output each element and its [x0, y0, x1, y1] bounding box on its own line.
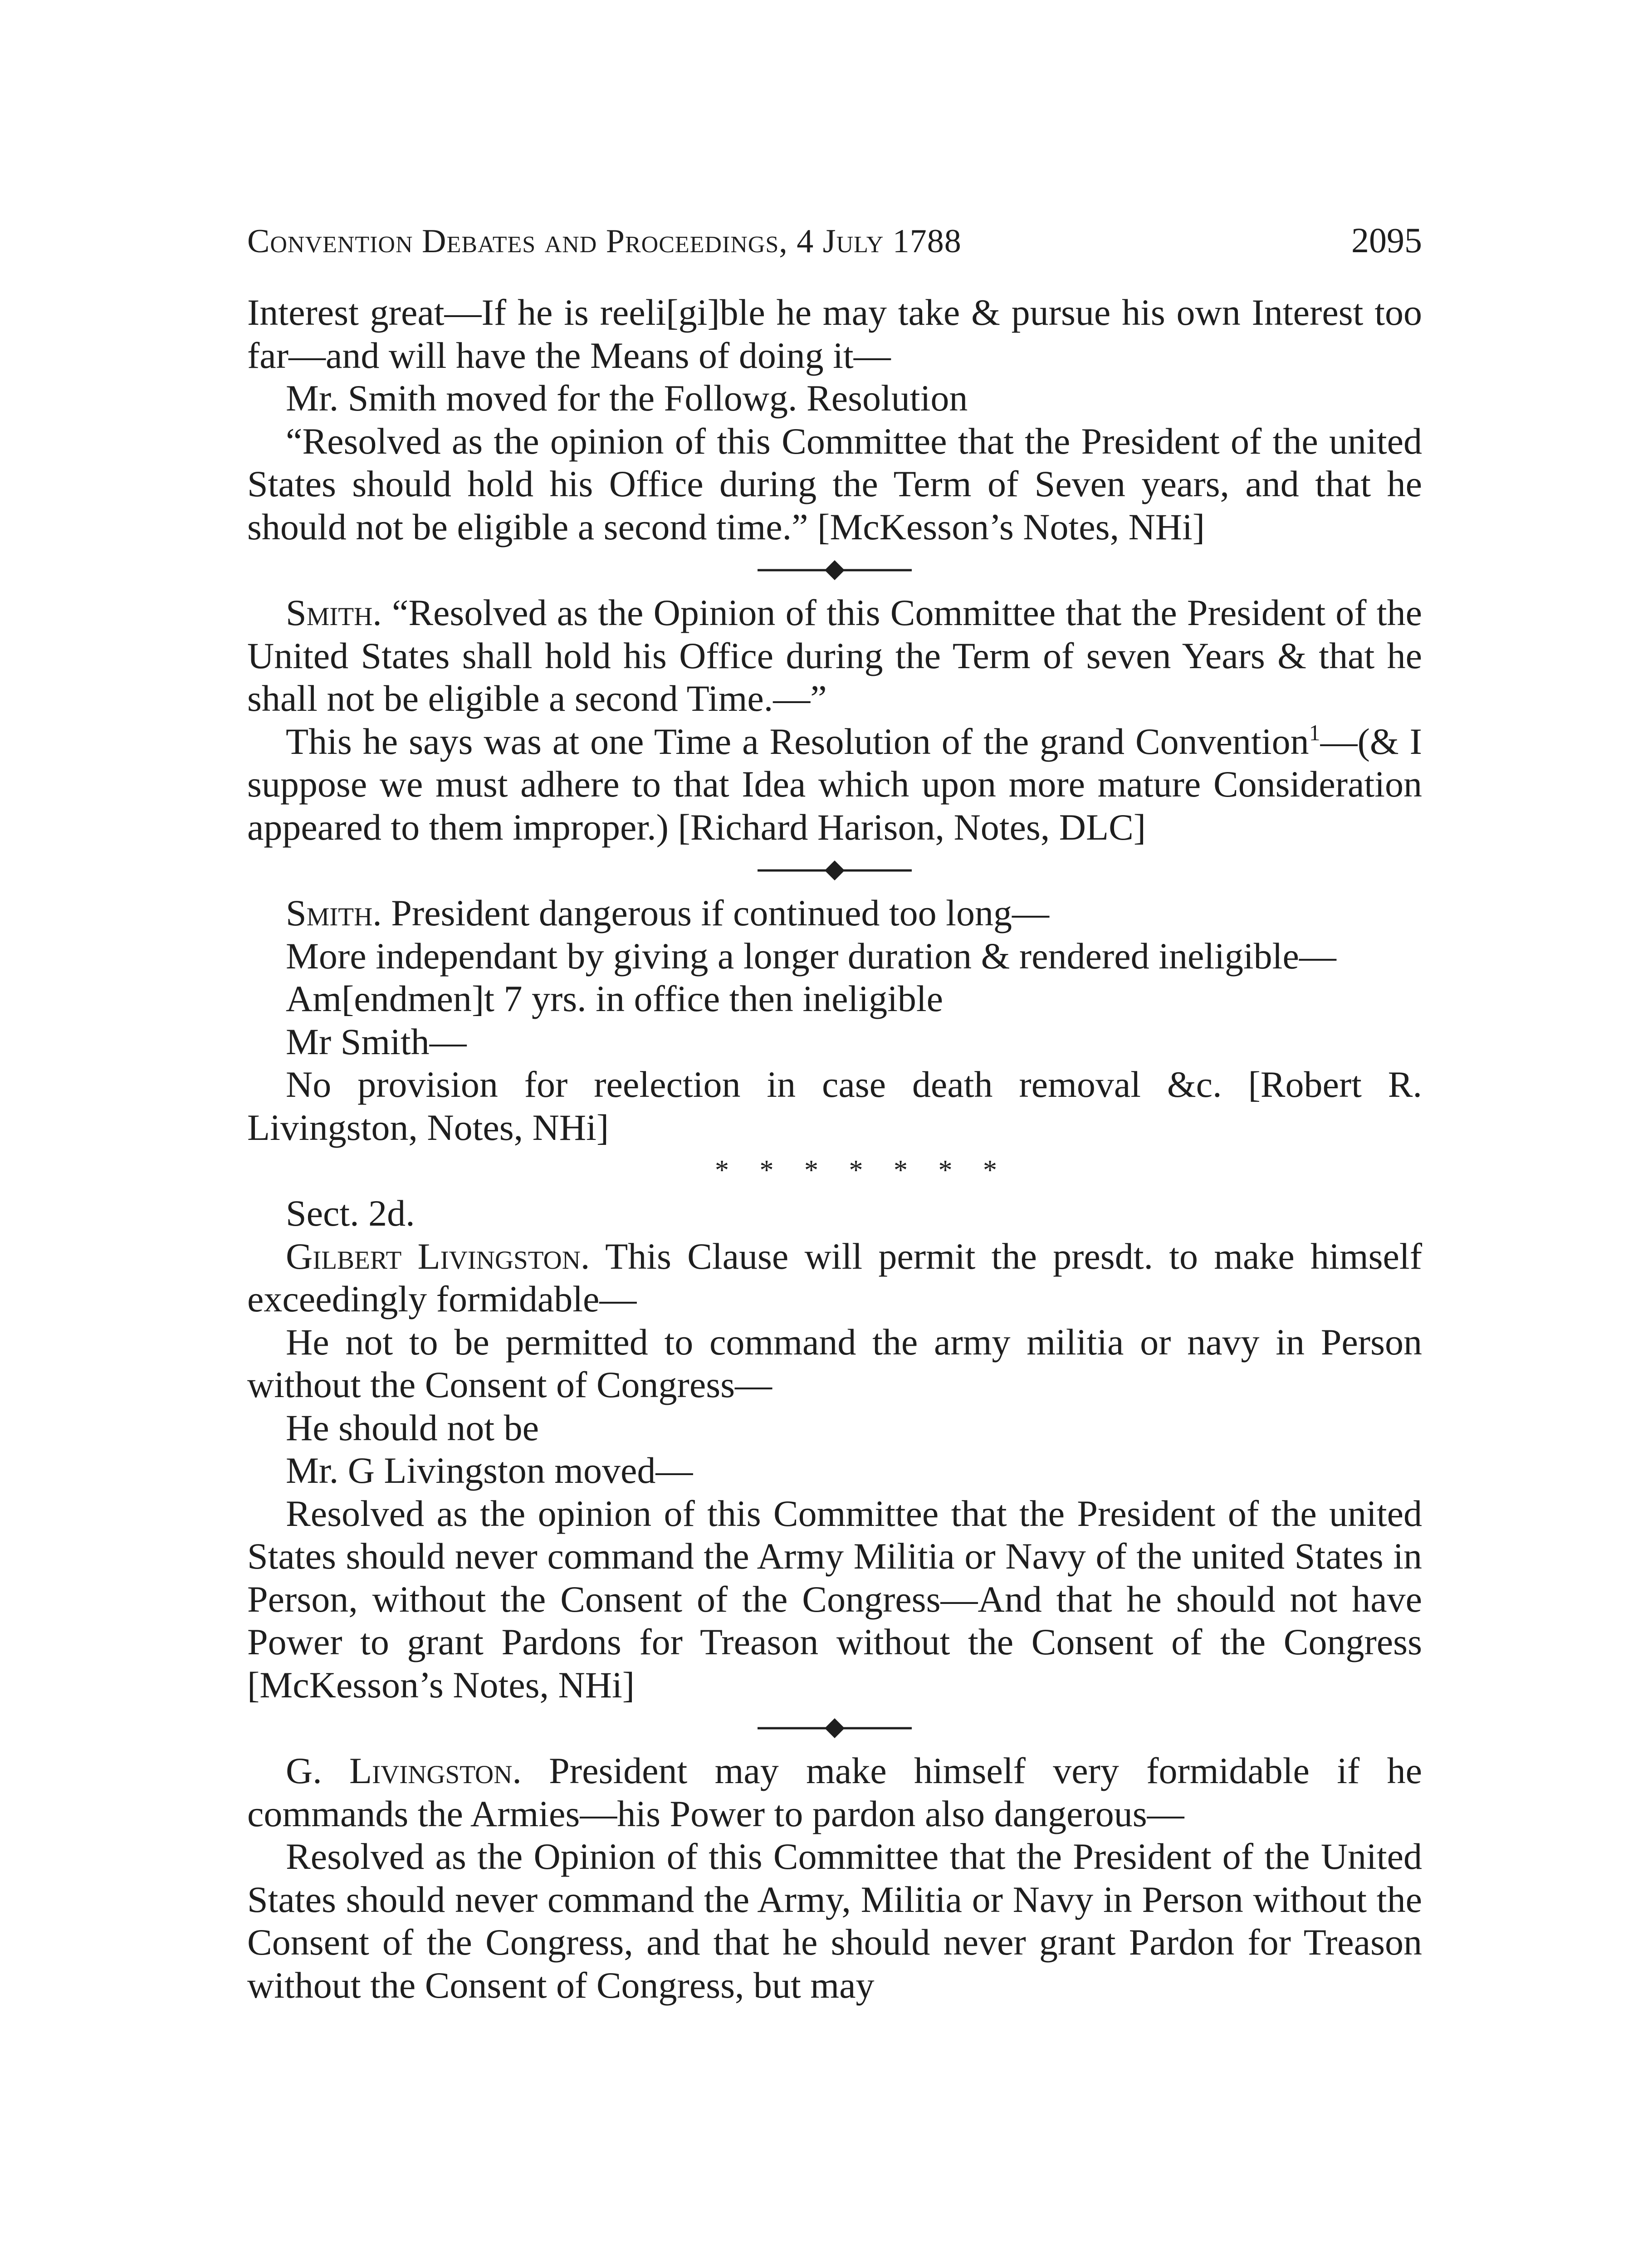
document-body: [247, 291, 1422, 2007]
section-break-asterisks: * * * * * * *: [715, 1155, 1009, 1186]
paragraph-text: —(& I suppose we must adhere to that Idea which upon more mature Consideration appeared to them improper.) [Richard Harison, Notes, DLC]: [247, 720, 1422, 848]
diamond-rule-icon: [758, 857, 912, 884]
paragraph: Mr Smith—: [286, 1021, 467, 1062]
paragraph: Sect. 2d.: [286, 1193, 415, 1234]
diamond-rule-icon: [758, 1715, 912, 1742]
paragraph: He not to be permitted to command the army militia or navy in Person without the Consent of Congress—: [247, 1321, 1422, 1405]
paragraph: [247, 892, 1422, 935]
paragraph: [247, 720, 1422, 849]
paragraph: [247, 1235, 1422, 1321]
section-divider-ornament: [247, 1706, 1422, 1750]
paragraph: He should not be: [286, 1407, 539, 1448]
page-number: 2095: [1351, 220, 1422, 260]
paragraph: Mr. G Livingston moved—: [286, 1450, 693, 1491]
speaker-name: G. Livingston.: [286, 1750, 522, 1791]
paragraph: More independant by giving a longer duration & rendered ineligible—: [286, 935, 1336, 977]
paragraph: Mr. Smith moved for the Followg. Resolution: [286, 377, 968, 419]
speaker-text: President dangerous if continued too long—: [381, 892, 1049, 934]
running-head: [247, 218, 1422, 264]
speaker-text: This Clause will permit the presdt. to make himself exceedingly formidable—: [247, 1235, 1423, 1320]
speaker-name: Gilbert Livingston.: [286, 1235, 590, 1277]
running-head-title: Convention Debates and Proceedings, 4 July 1788: [247, 223, 962, 260]
paragraph: [247, 1750, 1422, 1835]
paragraph: Resolved as the opinion of this Committee that the President of the united States should never command the Army Militia or Navy of the united States in Person, without the Consent of the Congress—And that he should not have Power to grant Pardons for Treason without the Consent of the Congress [McKesson’s Notes, NHi]: [247, 1492, 1422, 1706]
paragraph: Resolved as the Opinion of this Committee that the President of the United States should never command the Army, Militia or Navy in Person without the Consent of the Congress, and that he should never grant Pardon for Treason without the Consent of Congress, but may: [247, 1836, 1422, 2006]
diamond-rule-icon: [758, 557, 912, 584]
paragraph: Interest great—If he is reeli[gi]ble he may take & pursue his own Interest too far—and will have the Means of doing it—: [247, 292, 1422, 376]
section-divider-ornament: [247, 849, 1422, 892]
speaker-name: Smith.: [286, 892, 382, 934]
section-divider-ornament: [247, 548, 1422, 591]
paragraph: Am[endmen]t 7 yrs. in office then ineligible: [286, 978, 944, 1019]
document-page: [247, 218, 1422, 2007]
paragraph: No provision for reelection in case death removal &c. [Robert R. Livingston, Notes, NHi]: [247, 1064, 1422, 1148]
speaker-text: President may make himself very formidable if he commands the Armies—his Power to pardon also dangerous—: [247, 1750, 1423, 1834]
footnote-reference: 1: [1309, 719, 1320, 745]
paragraph: “Resolved as the opinion of this Committee that the President of the united States should hold his Office during the Term of Seven years, and that he should not be eligible a second time.” [McKesson’s Notes, NHi]: [247, 420, 1422, 547]
paragraph: [247, 591, 1422, 720]
speaker-text: “Resolved as the Opinion of this Committee that the President of the United States shall hold his Office during the Term of seven Years & that he shall not be eligible a second Time.—”: [247, 592, 1422, 719]
paragraph-text: This he says was at one Time a Resolution of the grand Convention: [286, 720, 1309, 762]
speaker-name: Smith.: [286, 592, 382, 633]
